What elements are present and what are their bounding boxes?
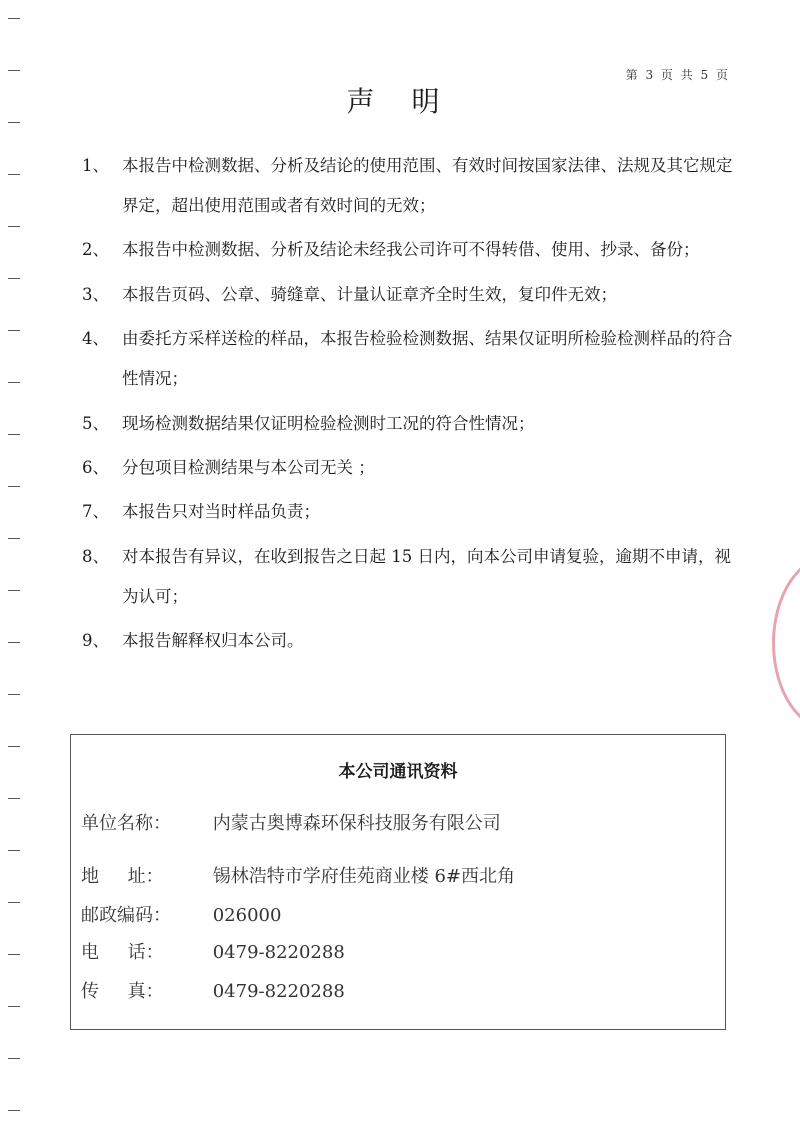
page-indicator: 第 3 页 共 5 页 <box>625 68 730 82</box>
fax-label: 传 真： <box>81 981 164 1002</box>
contact-info-box <box>70 734 726 1030</box>
edge-mark <box>8 486 20 487</box>
edge-mark <box>8 902 20 903</box>
edge-mark <box>8 382 20 383</box>
item-number: 2、 <box>82 240 109 260</box>
binding-edge-marks <box>0 0 30 1131</box>
edge-mark <box>8 70 20 71</box>
item-text: 现场检测数据结果仅证明检验检测时工况的符合性情况； <box>122 413 535 433</box>
edge-mark <box>8 850 20 851</box>
edge-mark <box>8 1006 20 1007</box>
item-number: 9、 <box>82 631 109 651</box>
item-number: 7、 <box>82 502 109 522</box>
postcode-label: 邮政编码： <box>81 905 171 926</box>
item-text: 本报告页码、公章、骑缝章、计量认证章齐全时生效，复印件无效； <box>122 284 617 304</box>
item-text: 本报告解释权归本公司。 <box>122 631 304 651</box>
edge-mark <box>8 330 20 331</box>
edge-mark <box>8 122 20 123</box>
contact-title: 本公司通讯资料 <box>338 762 458 782</box>
list-item <box>82 537 742 617</box>
unit-value: 内蒙古奥博森环保科技服务有限公司 <box>212 813 501 834</box>
address-label: 地 址： <box>81 866 164 887</box>
edge-mark <box>8 538 20 539</box>
postcode-value: 026000 <box>212 905 282 926</box>
item-number: 4、 <box>82 329 109 349</box>
seal-stamp-partial <box>764 555 800 725</box>
item-text: 分包项目检测结果与本公司无关 ； <box>122 457 375 477</box>
edge-mark <box>8 694 20 695</box>
list-item <box>82 404 742 444</box>
list-item <box>82 146 742 226</box>
item-text: 由委托方采样送检的样品，本报告检验检测数据、结果仅证明所检验检测样品的符合性情况； <box>122 329 733 389</box>
address-value: 锡林浩特市学府佳苑商业楼 6#西北角 <box>212 866 515 887</box>
edge-mark <box>8 226 20 227</box>
edge-mark <box>8 174 20 175</box>
list-item <box>82 275 742 315</box>
edge-mark <box>8 590 20 591</box>
declaration-list <box>82 146 742 666</box>
unit-label: 单位名称： <box>81 813 171 834</box>
contact-row-fax <box>81 977 345 1003</box>
list-item <box>82 492 742 532</box>
edge-mark <box>8 434 20 435</box>
list-item <box>82 319 742 399</box>
edge-mark <box>8 1058 20 1059</box>
item-text: 本报告中检测数据、分析及结论的使用范围、有效时间按国家法律、法规及其它规定界定，超出使用范围或者有效时间的无效； <box>122 156 733 215</box>
edge-mark <box>8 18 20 19</box>
item-text: 本报告只对当时样品负责； <box>122 502 320 522</box>
contact-row-address <box>81 862 515 888</box>
item-text: 本报告中检测数据、分析及结论未经我公司许可不得转借、使用、抄录、备份； <box>122 240 700 260</box>
item-number: 6、 <box>82 457 109 477</box>
item-number: 8、 <box>82 546 109 566</box>
fax-value: 0479-8220288 <box>212 981 345 1002</box>
item-text: 对本报告有异议，在收到报告之日起 15 日内，向本公司申请复验，逾期不申请，视为认可； <box>122 546 731 606</box>
seal-ring <box>772 555 800 725</box>
list-item <box>82 621 742 661</box>
edge-mark <box>8 278 20 279</box>
page-title: 声 明 <box>346 85 454 118</box>
item-number: 1、 <box>82 156 109 175</box>
edge-mark <box>8 798 20 799</box>
edge-mark <box>8 954 20 955</box>
edge-mark <box>8 1110 20 1111</box>
edge-mark <box>8 642 20 643</box>
phone-value: 0479-8220288 <box>212 942 345 963</box>
contact-row-unit <box>81 809 501 835</box>
contact-row-phone <box>81 938 345 964</box>
phone-label: 电 话： <box>81 942 164 963</box>
list-item <box>82 230 742 270</box>
edge-mark <box>8 746 20 747</box>
contact-row-postcode <box>81 901 281 927</box>
item-number: 5、 <box>82 413 109 433</box>
item-number: 3、 <box>82 284 109 304</box>
list-item <box>82 448 742 488</box>
